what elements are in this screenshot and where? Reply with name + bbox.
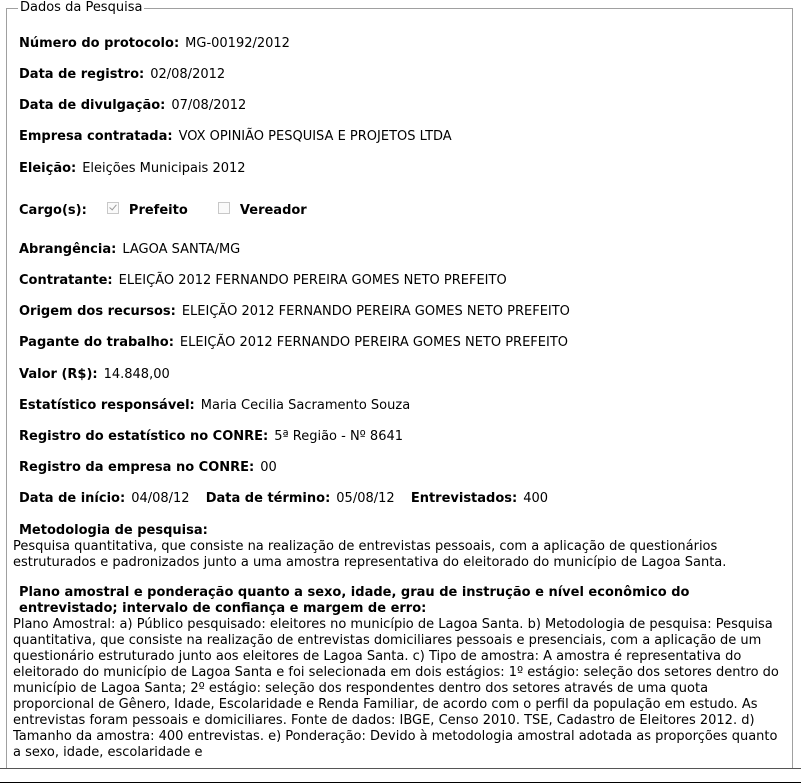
contratante-label: Contratante: — [19, 273, 113, 288]
metodologia-title: Metodologia de pesquisa: — [19, 523, 208, 538]
empresa-label: Empresa contratada: — [19, 129, 173, 144]
abrangencia-row — [19, 241, 240, 259]
conre-estatistico-value: 5ª Região - Nº 8641 — [274, 429, 404, 444]
plano-section — [13, 585, 783, 767]
conre-empresa-label: Registro da empresa no CONRE: — [19, 460, 255, 475]
plano-title: Plano amostral e ponderação quanto a sexo, idade, grau de instrução e nível econômico do entrevistado; intervalo de confiança e margem de erro: — [19, 585, 690, 616]
origem-label: Origem dos recursos: — [19, 304, 176, 319]
eleicao-value: Eleições Municipais 2012 — [82, 161, 246, 176]
estatistico-label: Estatístico responsável: — [19, 398, 195, 413]
empresa-value: VOX OPINIÃO PESQUISA E PROJETOS LTDA — [178, 129, 452, 144]
pagante-label: Pagante do trabalho: — [19, 335, 174, 350]
inicio-value: 04/08/12 — [131, 491, 190, 506]
vereador-label: Vereador — [239, 203, 307, 218]
prefeito-label: Prefeito — [128, 203, 188, 218]
valor-row — [19, 366, 170, 384]
abrangencia-value: LAGOA SANTA/MG — [122, 242, 241, 257]
datas-row — [19, 490, 548, 508]
cargo-option-vereador[interactable] — [218, 202, 307, 220]
origem-value: ELEIÇÃO 2012 FERNANDO PEREIRA GOMES NETO PREFEITO — [181, 304, 570, 319]
vereador-checkbox[interactable] — [218, 202, 230, 214]
prefeito-checkbox[interactable] — [107, 202, 119, 214]
valor-value: 14.848,00 — [103, 367, 170, 382]
conre-estatistico-label: Registro do estatístico no CONRE: — [19, 429, 269, 444]
registro-label: Data de registro: — [19, 67, 145, 82]
divulgacao-row — [19, 97, 246, 115]
entrevistados-label: Entrevistados: — [410, 491, 518, 506]
termino-label: Data de término: — [205, 491, 331, 506]
cargos-label: Cargo(s): — [19, 203, 87, 218]
conre-empresa-row — [19, 459, 277, 477]
cargo-option-prefeito[interactable] — [107, 202, 188, 220]
registro-value: 02/08/2012 — [150, 67, 226, 82]
estatistico-row — [19, 397, 410, 415]
protocolo-row — [19, 35, 290, 53]
metodologia-text: Pesquisa quantitativa, que consiste na realização de entrevistas pessoais, com a aplicação de questionários estruturados e padronizados junto a uma amostra representativa do eleitorado do município de Lagoa Santa. — [13, 539, 727, 570]
estatistico-value: Maria Cecilia Sacramento Souza — [200, 398, 411, 413]
contratante-row — [19, 272, 507, 290]
eleicao-row — [19, 160, 246, 178]
entrevistados-value: 400 — [523, 491, 549, 506]
metodologia-section — [13, 523, 783, 571]
divulgacao-value: 07/08/2012 — [171, 98, 247, 113]
divulgacao-label: Data de divulgação: — [19, 98, 166, 113]
eleicao-label: Eleição: — [19, 161, 77, 176]
pagante-value: ELEIÇÃO 2012 FERNANDO PEREIRA GOMES NETO PREFEITO — [179, 335, 569, 350]
inicio-label: Data de início: — [19, 491, 126, 506]
abrangencia-label: Abrangência: — [19, 242, 117, 257]
registro-row — [19, 66, 225, 84]
termino-value: 05/08/12 — [336, 491, 395, 506]
contratante-value: ELEIÇÃO 2012 FERNANDO PEREIRA GOMES NETO PREFEITO — [118, 273, 507, 288]
conre-empresa-value: 00 — [260, 460, 277, 475]
empresa-row — [19, 128, 452, 146]
page-divider — [0, 768, 801, 769]
origem-row — [19, 303, 570, 321]
pagante-row — [19, 334, 568, 352]
cargos-row — [19, 202, 307, 220]
protocolo-value: MG-00192/2012 — [185, 36, 290, 51]
conre-estatistico-row — [19, 428, 403, 446]
valor-label: Valor (R$): — [19, 367, 98, 382]
fieldset-legend: Dados da Pesquisa — [20, 0, 143, 15]
protocolo-label: Número do protocolo: — [19, 36, 180, 51]
plano-text: Plano Amostral: a) Público pesquisado: eleitores no município de Lagoa Santa. b) Metodologia de pesquisa: Pesquisa quantitativa, que consiste na realização de entrevistas domiciliares pessoais e presenciais, com a aplicação de um questionário estruturado junto aos eleitores de Lagoa Santa. c) Tipo de amostra: A amostra é representativa do eleitorado do município de Lagoa Santa e foi selecionada em dois estágios: 1º estágio: seleção dos setores dentro do município de Lagoa Santa; 2º estágio: seleção dos respondentes dentro dos setores através de uma quota proporcional de Gênero, Idade, Escolaridade e Renda Familiar, de acordo com o perfil da população em estudo. As entrevistas foram pessoais e domiciliares. Fonte de dados: IBGE, Censo 2010. TSE, Cadastro de Eleitores 2012. d) Tamanho da amostra: 400 entrevistas. e) Ponderação: Devido à metodologia amostral adotada as proporções quanto a sexo, idade, escolaridade e — [13, 617, 779, 760]
